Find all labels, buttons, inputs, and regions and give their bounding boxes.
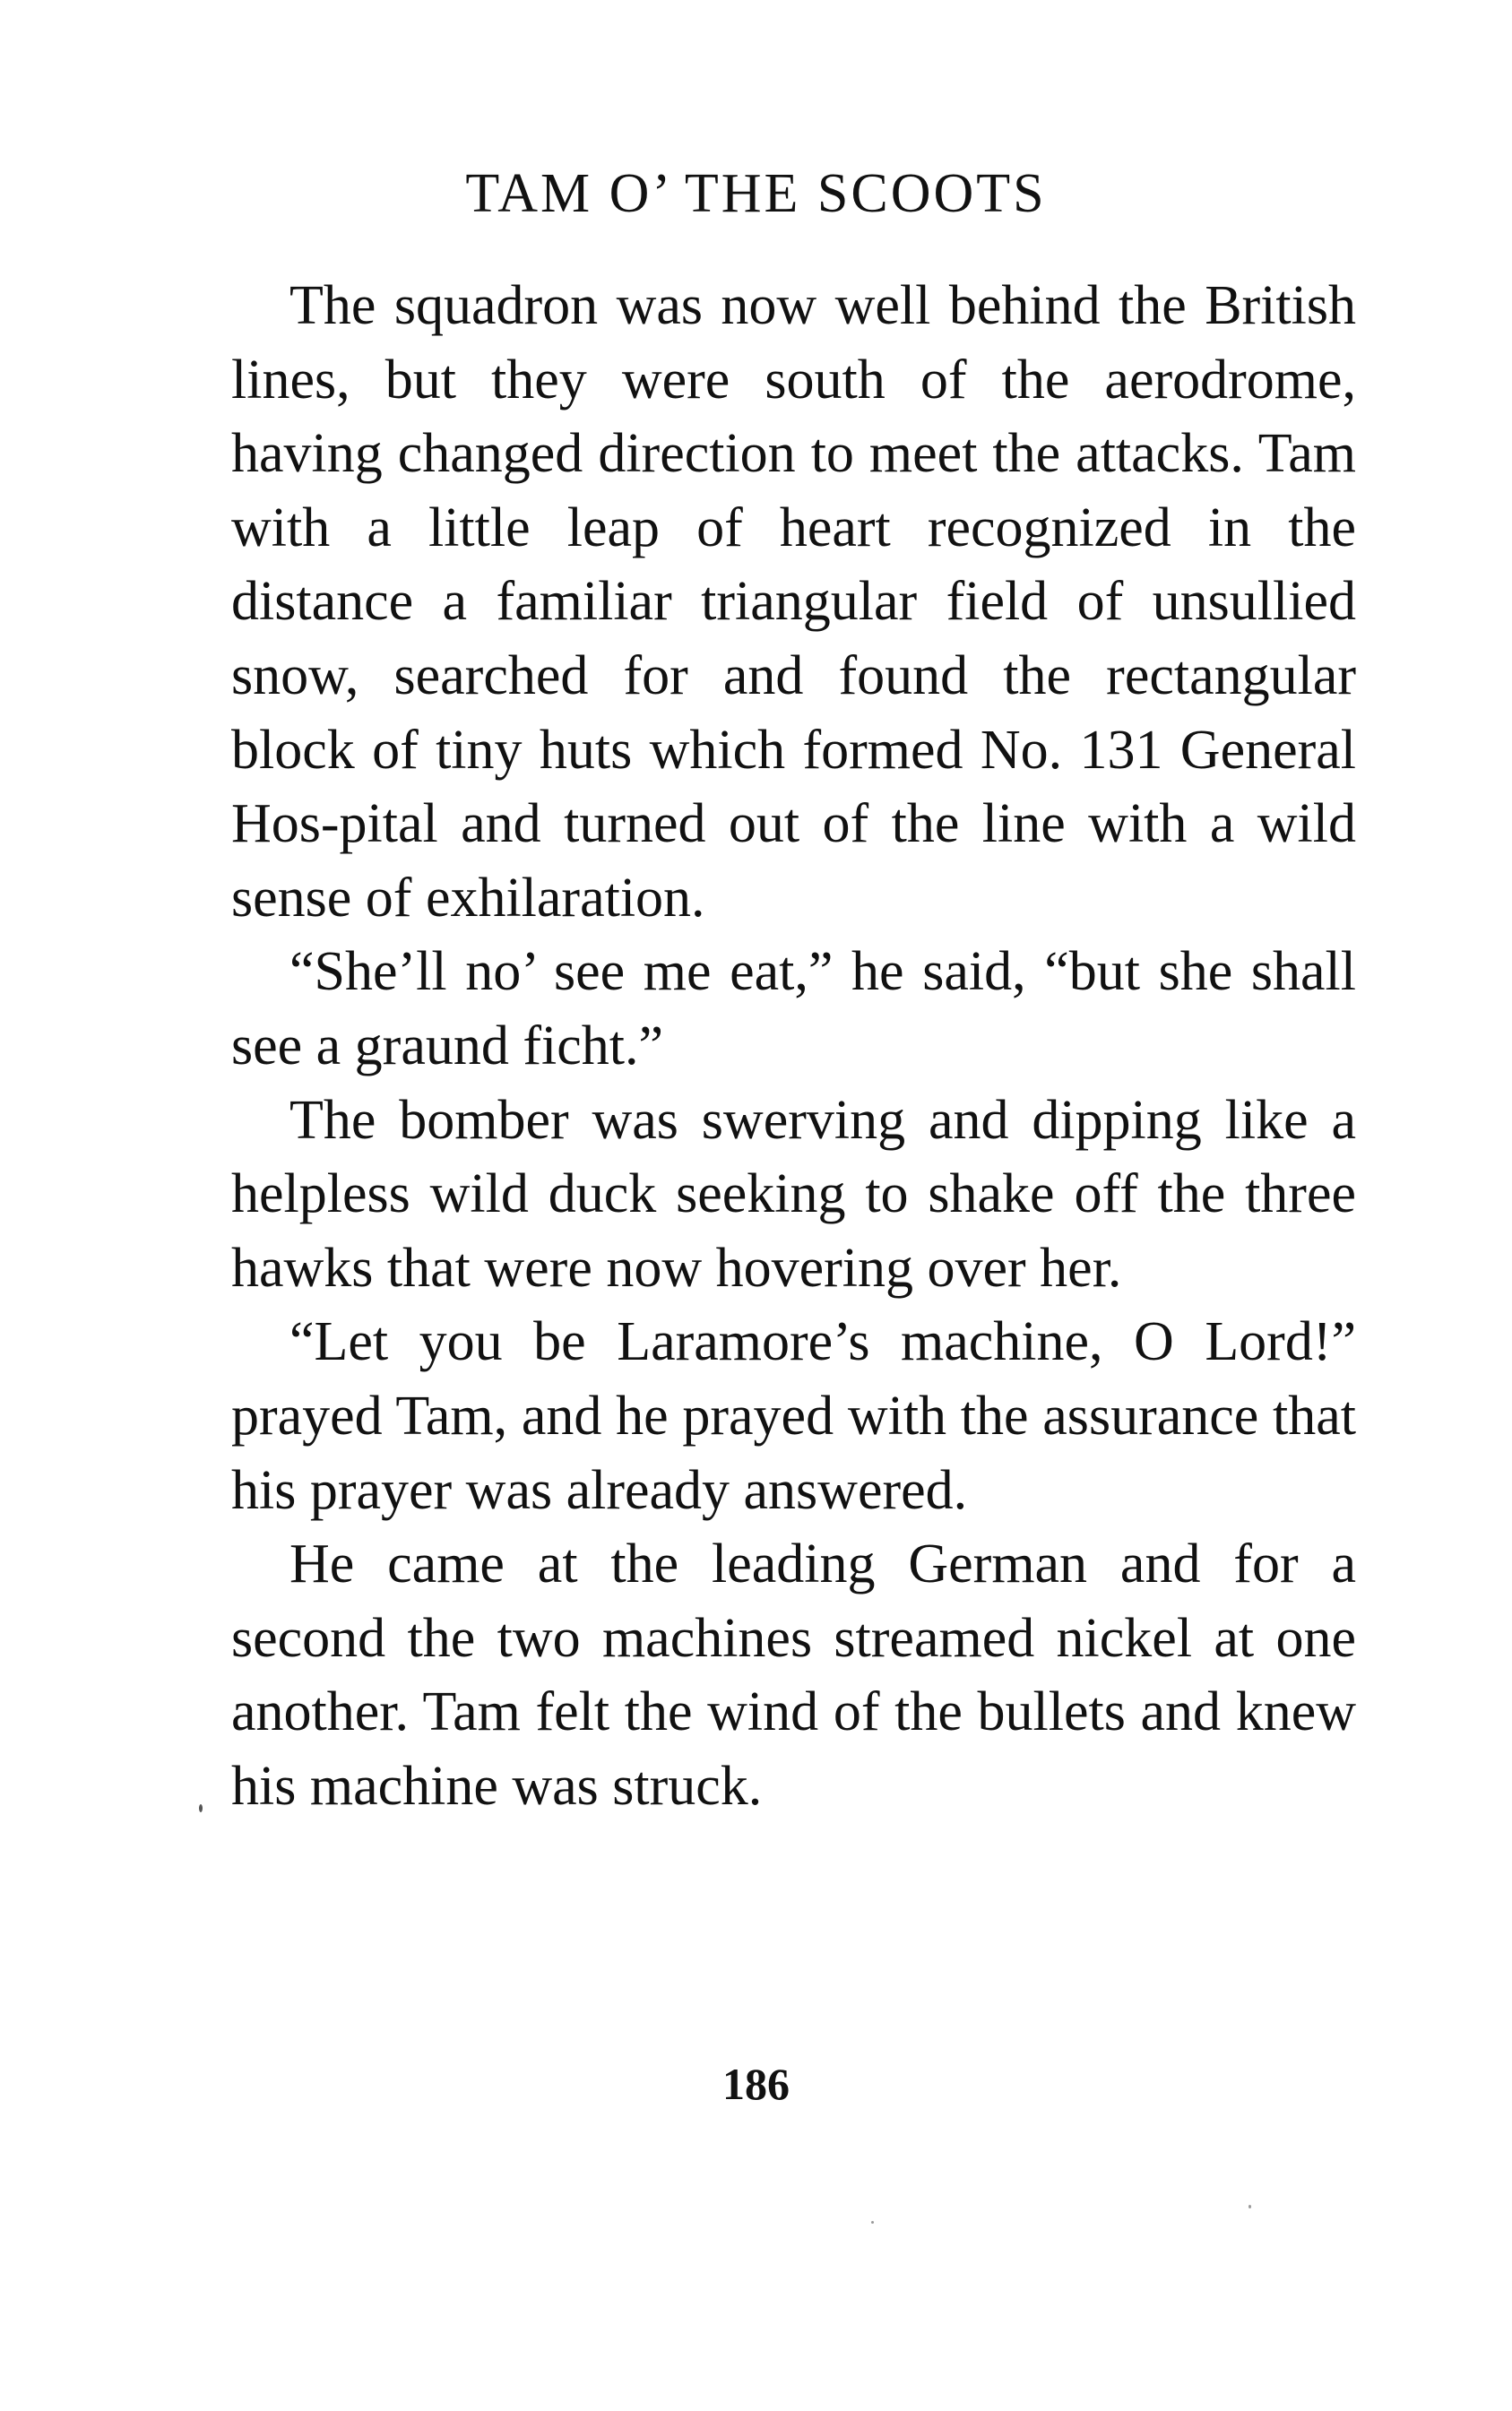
paragraph: The squadron was now well behind the British lines, but they were south of the aerodrome, having changed direction to meet the attacks. Tam with a little leap of heart recognized in the distance a familiar triangular field of unsullied snow, searched for and found the rectangular block of tiny huts which formed No. 131 General Hos-pital and turned out of the line with a wild sense of exhilaration. <box>231 275 1356 929</box>
paragraph: “Let you be Laramore’s machine, O Lord!” prayed Tam, and he prayed with the assurance that his prayer was already answered. <box>231 1311 1356 1521</box>
ink-speck <box>1248 2205 1251 2208</box>
running-head: TAM O’ THE SCOOTS <box>465 163 1047 224</box>
ink-speck <box>199 1804 203 1812</box>
body-text <box>231 269 1356 1823</box>
paragraph: He came at the leading German and for a second the two machines streamed nickel at one another. Tam felt the wind of the bullets and knew his machine was struck. <box>231 1534 1356 1817</box>
ink-speck <box>871 2221 874 2224</box>
page-number: 186 <box>722 2059 790 2109</box>
paragraph: “She’ll no’ see me eat,” he said, “but she shall see a graund ficht.” <box>231 941 1356 1076</box>
paragraph: The bomber was swerving and dipping like a helpless wild duck seeking to shake off the three hawks that were now hovering over her. <box>231 1089 1356 1299</box>
